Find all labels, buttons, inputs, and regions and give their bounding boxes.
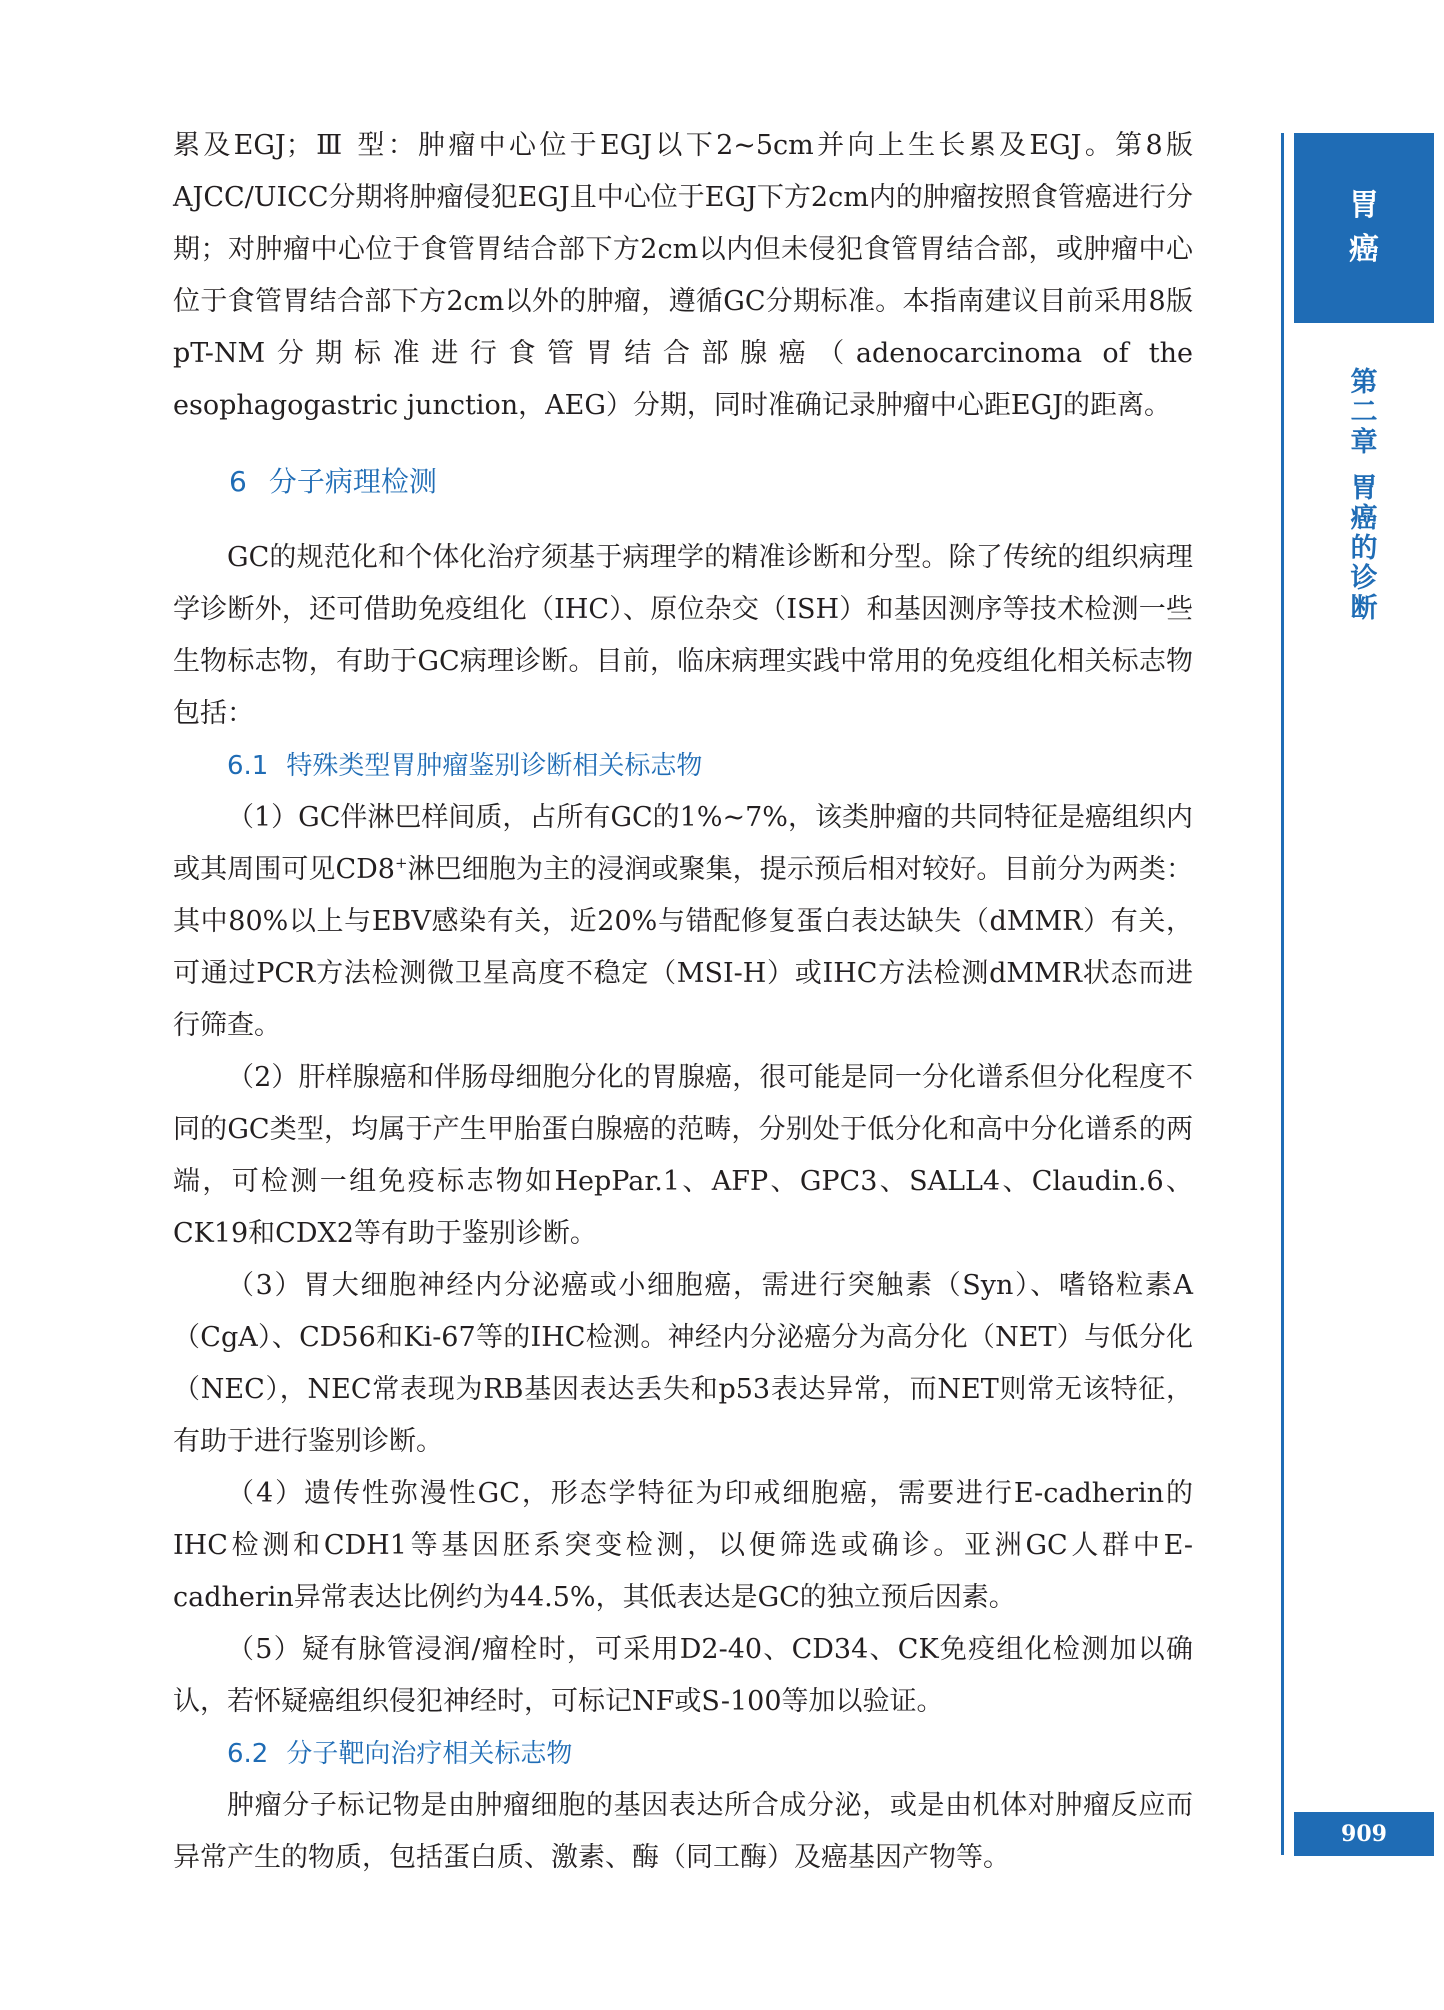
intro-paragraph: 累及EGJ；Ⅲ 型：肿瘤中心位于EGJ以下2~5cm并向上生长累及EGJ。第8版AJCC/UICC分期将肿瘤侵犯EGJ且中心位于EGJ下方2cm内的肿瘤按照食管癌进行分期；对肿瘤中心位于食管胃结合部下方2cm以内但未侵犯食管胃结合部，或肿瘤中心位于食管胃结合部下方2cm以外的肿瘤，遵循GC分期标准。本指南建议目前采用8版pT-NM分期标准进行食管胃结合部腺癌（adenocarcinoma of the esophagogastric junction，AEG）分期，同时准确记录肿瘤中心距EGJ的距离。 xyxy=(173,130,1193,421)
section-6-intro: GC的规范化和个体化治疗须基于病理学的精准诊断和分型。除了传统的组织病理学诊断外，还可借助免疫组化（IHC）、原位杂交（ISH）和基因测序等技术检测一些生物标志物，有助于GC病理诊断。目前，临床病理实践中常用的免疫组化相关标志物包括： xyxy=(173,542,1193,729)
item-1-paragraph xyxy=(173,792,1193,1052)
chapter-title-char: 胃 xyxy=(1350,473,1378,504)
chapter-title-char: 癌 xyxy=(1350,503,1378,534)
chapter-char: 第 xyxy=(1350,367,1378,398)
item-1-superscript: + xyxy=(395,854,408,872)
section-6-1-title: 特殊类型胃肿瘤鉴别诊断相关标志物 xyxy=(286,751,703,781)
section-6-1-heading xyxy=(227,740,1193,792)
section-6-2-heading xyxy=(227,1728,1193,1780)
item-3-paragraph: （3）胃大细胞神经内分泌癌或小细胞癌，需进行突触素（Syn）、嗜铬粒素A（CgA）、CD56和Ki-67等的IHC检测。神经内分泌癌分为高分化（NET）与低分化（NEC），NEC常表现为RB基因表达丢失和p53表达异常，而NET则常无该特征，有助于进行鉴别诊断。 xyxy=(173,1270,1193,1457)
section-6-2-number: 6.2 xyxy=(227,1739,269,1769)
side-tab-char: 胃 xyxy=(1349,188,1379,223)
item-5-paragraph: （5）疑有脉管浸润/瘤栓时，可采用D2-40、CD34、CK免疫组化检测加以确认，若怀疑癌组织侵犯神经时，可标记NF或S-100等加以验证。 xyxy=(173,1634,1193,1717)
chapter-label xyxy=(1294,368,1434,624)
main-text xyxy=(173,120,1193,1884)
section-6-number: 6 xyxy=(229,465,247,498)
chapter-title-char: 诊 xyxy=(1350,563,1378,594)
item-4-paragraph: （4）遗传性弥漫性GC，形态学特征为印戒细胞癌，需要进行E-cadherin的IHC检测和CDH1等基因胚系突变检测，以便筛选或确诊。亚洲GC人群中E-cadherin异常表达比例约为44.5%，其低表达是GC的独立预后因素。 xyxy=(173,1478,1193,1613)
chapter-char: 章 xyxy=(1350,427,1378,458)
side-divider-line xyxy=(1281,133,1284,1855)
chapter-char: 二 xyxy=(1350,397,1378,428)
side-tab-char: 癌 xyxy=(1349,232,1379,267)
section-6-2-intro: 肿瘤分子标记物是由肿瘤细胞的基因表达所合成分泌，或是由机体对肿瘤反应而异常产生的物质，包括蛋白质、激素、酶（同工酶）及癌基因产物等。 xyxy=(173,1790,1193,1873)
section-6-1-number: 6.1 xyxy=(227,751,269,781)
section-6-heading xyxy=(229,456,1193,508)
section-6-title: 分子病理检测 xyxy=(268,465,437,498)
page-number: 909 xyxy=(1294,1812,1434,1856)
chapter-title-char: 的 xyxy=(1350,533,1378,564)
section-6-2-title: 分子靶向治疗相关标志物 xyxy=(286,1739,573,1769)
item-2-paragraph: （2）肝样腺癌和伴肠母细胞分化的胃腺癌，很可能是同一分化谱系但分化程度不同的GC类型，均属于产生甲胎蛋白腺癌的范畴，分别处于低分化和高中分化谱系的两端，可检测一组免疫标志物如HepPar.1、AFP、GPC3、SALL4、Claudin.6、CK19和CDX2等有助于鉴别诊断。 xyxy=(173,1062,1193,1249)
item-1-text-b: 淋巴细胞为主的浸润或聚集，提示预后相对较好。目前分为两类：其中80%以上与EBV感染有关，近20%与错配修复蛋白表达缺失（dMMR）有关，可通过PCR方法检测微卫星高度不稳定（MSI-H）或IHC方法检测dMMR状态而进行筛查。 xyxy=(173,854,1194,1041)
item-1-text-a: （1）GC伴淋巴样间质，占所有GC的1%~7%，该类肿瘤的共同特征是癌组织内或其周围可见CD8 xyxy=(173,802,1193,885)
chapter-title-char: 断 xyxy=(1350,593,1378,624)
side-tab-book-title xyxy=(1294,133,1434,323)
